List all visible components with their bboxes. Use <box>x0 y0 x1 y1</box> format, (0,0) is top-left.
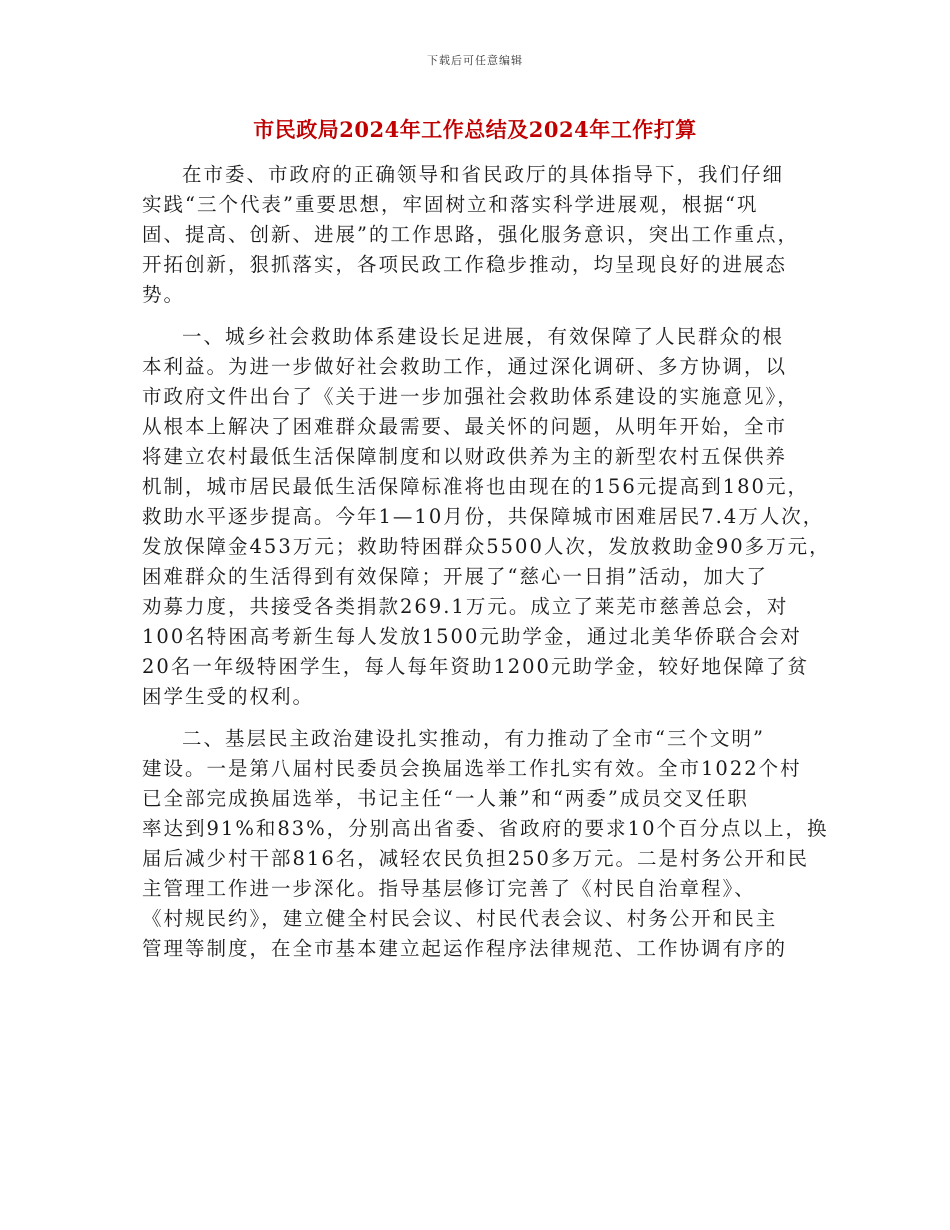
paragraph-line: 本利益。为进一步做好社会救助工作，通过深化调研、多方协调，以 <box>142 355 788 378</box>
paragraph-line: 机制，城市居民最低生活保障标准将也由现在的156元提高到180元， <box>142 475 809 498</box>
paragraph-line: 救助水平逐步提高。今年1—10月份，共保障城市困难居民7.4万人次， <box>142 505 825 528</box>
paragraph-line: 20名一年级特困学生，每人每年资助1200元助学金，较好地保障了贫 <box>142 655 809 678</box>
paragraph-line: 势。 <box>142 283 186 306</box>
paragraph-line: 劝募力度，共接受各类捐款269.1万元。成立了莱芜市慈善总会，对 <box>142 595 789 618</box>
page-header-note: 下载后可任意编辑 <box>427 54 523 67</box>
paragraph-line: 届后减少村干部816名，减轻农民负担250多万元。二是村务公开和民 <box>142 847 809 870</box>
paragraph-line: 市政府文件出台了《关于进一步加强社会救助体系建设的实施意见》， <box>142 385 799 408</box>
paragraph-line: 管理等制度，在全市基本建立起运作程序法律规范、工作协调有序的 <box>142 937 788 960</box>
paragraph-line: 已全部完成换届选举，书记主任“一人兼”和“两委”成员交叉任职 <box>142 787 749 810</box>
paragraph-line: 困难群众的生活得到有效保障；开展了“慈心一日捐”活动，加大了 <box>142 565 768 588</box>
document-body <box>142 160 831 976</box>
paragraph-line: 主管理工作进一步深化。指导基层修订完善了《村民自治章程》、 <box>142 877 756 900</box>
paragraph-line: 《村规民约》，建立健全村民会议、村民代表会议、村务公开和民主 <box>142 907 778 930</box>
paragraph-line: 实践“三个代表”重要思想，牢固树立和落实科学进展观，根据“巩 <box>142 193 759 216</box>
paragraph-line: 在市委、市政府的正确领导和省民政厅的具体指导下，我们仔细 <box>182 163 785 186</box>
paragraph-line: 100名特困高考新生每人发放1500元助学金，通过北美华侨联合会对 <box>142 625 802 648</box>
paragraph-line: 率达到91%和83%，分别高出省委、省政府的要求10个百分点以上，换 <box>142 817 829 840</box>
paragraph-line: 一、城乡社会救助体系建设长足进展，有效保障了人民群众的根 <box>182 325 785 348</box>
paragraph-line: 固、提高、创新、进展”的工作思路，强化服务意识，突出工作重点， <box>142 223 799 246</box>
paragraph-line: 开拓创新，狠抓落实，各项民政工作稳步推动，均呈现良好的进展态 <box>142 253 788 276</box>
paragraph-line: 困学生受的权利。 <box>142 685 315 708</box>
paragraph <box>142 322 831 712</box>
paragraph-line: 发放保障金453万元；救助特困群众5500人次，发放救助金90多万元， <box>142 535 831 558</box>
paragraph-line: 二、基层民主政治建设扎实推动，有力推动了全市“三个文明” <box>182 727 765 750</box>
paragraph <box>142 724 829 964</box>
paragraph-line: 从根本上解决了困难群众最需要、最关怀的问题，从明年开始，全市 <box>142 415 788 438</box>
paragraph <box>142 160 822 310</box>
paragraph-line: 建设。一是第八届村民委员会换届选举工作扎实有效。全市1022个村 <box>142 757 802 780</box>
paragraph-line: 将建立农村最低生活保障制度和以财政供养为主的新型农村五保供养 <box>142 445 788 468</box>
document-title: 市民政局2024年工作总结及2024年工作打算 <box>253 117 697 142</box>
